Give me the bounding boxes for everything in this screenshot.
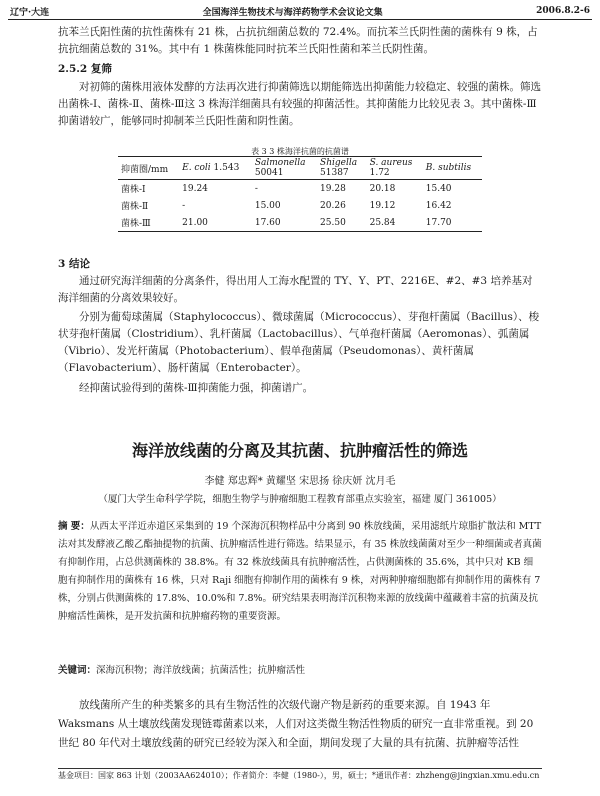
header-date: 2006.8.2-6 bbox=[536, 6, 590, 16]
abstract bbox=[58, 518, 542, 626]
paragraph-results-summary: 抗苯兰氏阳性菌的抗性菌株有 21 株，占抗抗细菌总数的 72.4%。而抗苯兰氏阴性菌的菌株有 9 株，占抗抗细菌总数的 31%。其中有 1 株菌株能同时抗苯兰氏阳性菌和苯兰氏阴性菌。 bbox=[58, 26, 538, 55]
abstract-text: 从西太平洋近赤道区采集到的 19 个深海沉积物样品中分离到 90 株放线菌，采用滤纸片琼脂扩散法和 MTT 法对其发酵液乙酸乙酯抽提物的抗菌、抗肿瘤活性进行筛选。结果显示，有 35 株放线菌菌对至少一种细菌或者真菌有抑制作用，占总供测菌株的 38.8%。有 32 株放线菌具有抗肿瘤活性，占供测菌株的 35.6%，其中只对 KB 细胞有抑制作用的菌株有 16 株，只对 Raji 细胞有抑制作用的菌株有 9 株，对两种肿瘤细胞都有抑制作用的菌株有 7 株，分别占供测菌株的 17.8%、10.0%和 7.8%。研究结果表明海洋沉积物来源的放线菌中蕴藏着丰富的抗菌及抗肿瘤活性菌株，是开发抗菌和抗肿瘤药物的重要资源。 bbox=[58, 521, 542, 622]
table-row bbox=[118, 214, 482, 232]
conclusion-paragraph-3: 经抑菌试验得到的菌株-Ⅲ抑菌能力强，抑菌谱广。 bbox=[79, 382, 314, 394]
table-header-col: E. coli 1.543 bbox=[182, 163, 240, 173]
table-cell: 15.00 bbox=[254, 200, 281, 211]
table-cell: 19.12 bbox=[369, 200, 396, 211]
table-cell: 21.00 bbox=[182, 217, 208, 228]
table-header-row bbox=[118, 157, 482, 180]
section-heading-252: 2.5.2 复筛 bbox=[58, 63, 112, 75]
inhibition-table bbox=[118, 156, 482, 232]
paragraph-rescreen: 对初筛的菌株用液体发酵的方法再次进行抑菌筛选以期能筛选出抑菌能力较稳定、较强的菌株。筛选出菌株-Ⅰ、菌株-Ⅱ、菌株-Ⅲ这 3 株海洋细菌具有较强的抑菌活性。其抑菌能力比较见表 3。其中菌株-Ⅲ抑菌谱较广，能够同时抑制苯兰氏阳性菌和阴性菌。 bbox=[58, 81, 541, 127]
abstract-label: 摘 要： bbox=[58, 521, 90, 532]
header-proceedings-title: 全国海洋生物技术与海洋药物学术会议论文集 bbox=[202, 7, 383, 18]
table-header-col: S. aureus 1.72 bbox=[369, 158, 413, 178]
table-caption: 表 3 3 株海洋抗菌的抗菌谱 bbox=[251, 147, 349, 156]
row-label: 菌株-Ⅲ bbox=[121, 219, 151, 229]
table-cell: 20.18 bbox=[369, 183, 396, 194]
row-label: 菌株-Ⅱ bbox=[121, 202, 149, 212]
table-cell: 20.26 bbox=[320, 200, 346, 211]
footnote-rule bbox=[58, 768, 542, 769]
table-header-col: B. subtilis bbox=[425, 163, 472, 173]
table-cell: 16.42 bbox=[425, 200, 452, 211]
conclusion-paragraph-1: 通过研究海洋细菌的分离条件，得出用人工海水配置的 TY、Y、PT、2216E、#2、#3 培养基对海洋细菌的分离效果较好。 bbox=[58, 275, 533, 304]
table-cell: 17.70 bbox=[425, 217, 452, 228]
table-cell: - bbox=[182, 200, 186, 211]
footnote: 基金项目：国家 863 计划（2003AA624010）；作者简介：李健（1980-），男，硕士；*通讯作者：zhzheng@jingxian.xmu.edu.cn bbox=[58, 771, 540, 780]
table-cell: - bbox=[254, 183, 258, 194]
table-cell: 17.60 bbox=[254, 217, 281, 228]
introduction-paragraph: 放线菌所产生的种类繁多的具有生物活性的次级代谢产物是新药的重要来源。自 1943 年 Waksmans 从土壤放线菌发现链霉菌素以来，人们对这类微生物活性物质的研究一直非常重视。到 20 世纪 80 年代对土壤放线菌的研究已经较为深入和全面，期间发现了大量的具有抗菌、抗肿瘤等活性 bbox=[58, 699, 534, 749]
table-cell: 25.84 bbox=[369, 217, 396, 228]
row-label: 菌株-Ⅰ bbox=[121, 185, 146, 195]
table-row bbox=[118, 197, 482, 214]
table-cell: 25.50 bbox=[320, 217, 346, 228]
table-header-first: 抑菌圈/mm bbox=[121, 164, 169, 175]
table-cell: 19.28 bbox=[320, 183, 346, 194]
conclusion-paragraph-2: 分别为葡萄球菌属（Staphylococcus）、微球菌属（Micrococcus）、芽孢杆菌属（Bacillus）、梭状芽孢杆菌属（Clostridium）、乳杆菌属（Lactobacillus）、气单孢杆菌属（Aeromonas）、弧菌属（Vibrio）、发光杆菌属（Photobacterium）、假单孢菌属（Pseudomonas）、黄杆菌属（Flavobacterium）、肠杆菌属（Enterobacter）。 bbox=[58, 311, 540, 374]
keywords bbox=[58, 662, 305, 676]
table-cell: 19.24 bbox=[182, 183, 208, 194]
article-title: 海洋放线菌的分离及其抗菌、抗肿瘤活性的筛选 bbox=[131, 441, 468, 460]
keywords-text: 深海沉积物；海洋放线菌；抗菌活性；抗肿瘤活性 bbox=[96, 665, 306, 676]
header-location: 辽宁·大连 bbox=[10, 7, 50, 18]
table-row bbox=[118, 180, 482, 198]
affiliation: （厦门大学生命科学学院，细胞生物学与肿瘤细胞工程教育部重点实验室，福建 厦门 361005） bbox=[98, 494, 502, 505]
section-heading-conclusion: 3 结论 bbox=[58, 258, 90, 270]
table-header-col: Salmonella 50041 bbox=[254, 158, 306, 178]
table-header-col: Shigella 51387 bbox=[320, 158, 358, 178]
table-cell: 15.40 bbox=[425, 183, 452, 194]
header-rule bbox=[8, 19, 592, 20]
keywords-label: 关键词： bbox=[58, 665, 97, 676]
running-header bbox=[10, 4, 590, 18]
author-list: 李健 郑忠辉* 黄耀坚 宋思扬 徐庆妍 沈月毛 bbox=[204, 476, 396, 487]
